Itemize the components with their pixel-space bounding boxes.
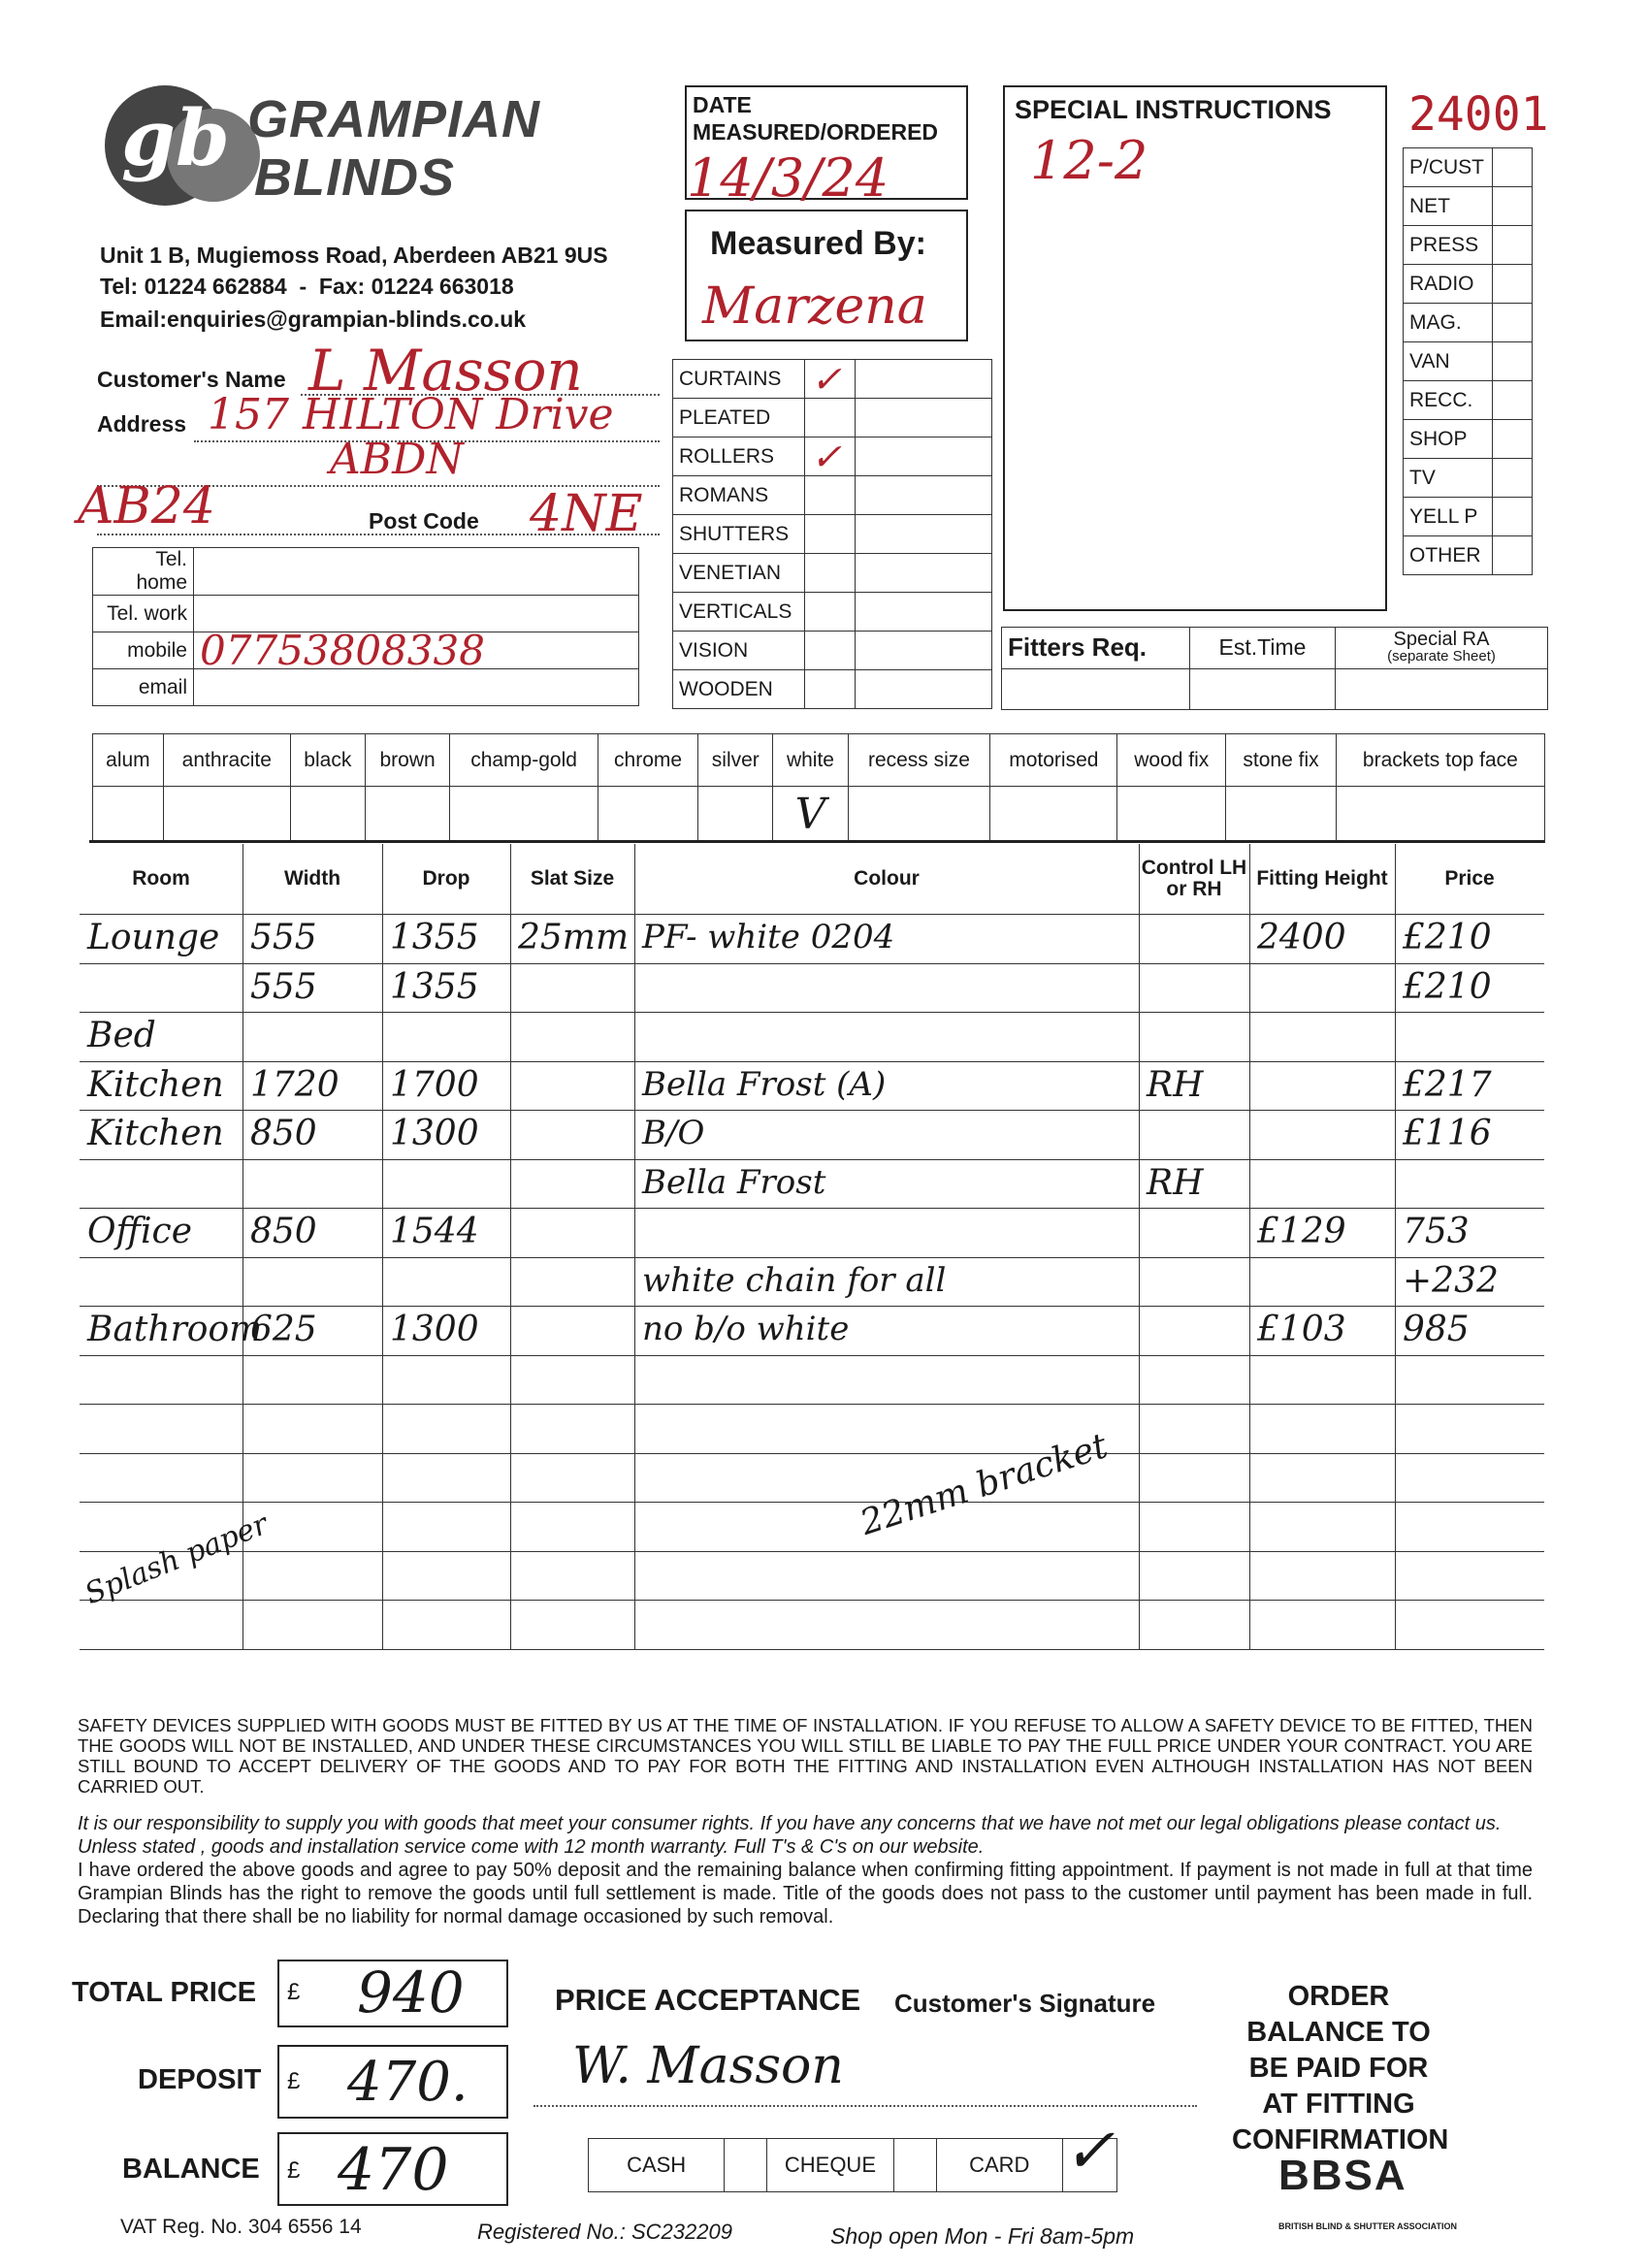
- product-type-extra: [856, 632, 992, 670]
- source-option: RADIO: [1404, 265, 1493, 304]
- cheque-tick-box[interactable]: [893, 2139, 936, 2192]
- item-colour[interactable]: PF- white 0204: [642, 918, 895, 956]
- source-tick-box[interactable]: [1493, 304, 1533, 342]
- items-row-rule: [80, 1502, 1544, 1503]
- items-column-rule: [1249, 844, 1250, 1649]
- fitters-table: [1001, 627, 1548, 710]
- signature-line: [534, 2105, 1197, 2107]
- items-row-rule: [80, 1404, 1544, 1405]
- product-types-table: [672, 359, 992, 709]
- item-price[interactable]: +232: [1403, 1260, 1499, 1301]
- product-type-tick-box[interactable]: [805, 632, 856, 670]
- items-header-width: Width: [283, 867, 341, 890]
- company-email: Email:enquiries@grampian-blinds.co.uk: [100, 307, 527, 332]
- signature-label: Customer's Signature: [894, 1989, 1156, 2018]
- order-number: 24001: [1408, 87, 1549, 142]
- item-drop[interactable]: 1300: [390, 1310, 479, 1349]
- date-box: [685, 85, 968, 209]
- item-drop[interactable]: 1700: [390, 1064, 479, 1105]
- item-drop[interactable]: 1544: [390, 1212, 479, 1251]
- item-price[interactable]: 985: [1403, 1310, 1470, 1349]
- date-value: 14/3/24: [687, 147, 889, 209]
- item-bracket-note: 22mm bracket: [856, 1426, 1113, 1543]
- product-type-extra: [856, 399, 992, 437]
- company-name-line2: BLINDS: [254, 148, 455, 207]
- contact-label: Tel. work: [93, 596, 194, 632]
- item-colour[interactable]: no b/o white: [642, 1310, 850, 1348]
- address-line2[interactable]: ABDN: [330, 435, 464, 484]
- special-ra-note: (separate Sheet): [1387, 647, 1496, 664]
- item-width[interactable]: 555: [250, 918, 317, 957]
- fitters-value[interactable]: [1002, 668, 1190, 710]
- option-4-label: champ-gold: [450, 734, 598, 787]
- product-type-label: ROLLERS: [673, 437, 805, 476]
- option-11-label: stone fix: [1226, 734, 1336, 787]
- item-control[interactable]: RH: [1147, 1162, 1204, 1203]
- items-header-room: Room: [132, 867, 190, 890]
- product-type-label: VERTICALS: [673, 593, 805, 632]
- product-type-extra: [856, 360, 992, 399]
- options-table: [92, 733, 1545, 843]
- company-name-line1: GRAMPIAN: [247, 90, 540, 148]
- customer-signature[interactable]: W. Masson: [572, 2037, 844, 2095]
- total-price-value: 940: [357, 1960, 465, 2025]
- company-address: Unit 1 B, Mugiemoss Road, Aberdeen AB21 9US: [100, 243, 608, 268]
- items-row-rule: [80, 1208, 1544, 1209]
- source-tick-box[interactable]: [1493, 459, 1533, 498]
- measured-by-box: [685, 210, 968, 341]
- items-row-rule: [80, 1649, 1544, 1650]
- contact-table: [92, 547, 639, 706]
- source-tick-box[interactable]: [1493, 148, 1533, 187]
- option-10-label: wood fix: [1117, 734, 1226, 787]
- items-column-rule: [382, 844, 383, 1649]
- product-type-label: WOODEN: [673, 670, 805, 709]
- deposit-currency: £: [287, 2068, 301, 2094]
- source-option: MAG.: [1404, 304, 1493, 342]
- special-ra-value[interactable]: [1336, 668, 1548, 710]
- est-time-label: Est.Time: [1190, 628, 1336, 669]
- items-row-rule: [80, 1110, 1544, 1111]
- items-row-rule: [80, 1453, 1544, 1454]
- option-4-tick[interactable]: [450, 787, 598, 843]
- item-width[interactable]: 555: [250, 966, 317, 1007]
- est-time-value[interactable]: [1190, 668, 1336, 710]
- shop-hours: Shop open Mon - Fri 8am-5pm: [830, 2223, 1135, 2249]
- logo-letters: gb: [121, 92, 230, 183]
- item-price[interactable]: £217: [1403, 1064, 1492, 1105]
- product-type-tick-box[interactable]: ✓: [805, 437, 856, 476]
- item-width[interactable]: 850: [250, 1212, 317, 1251]
- source-tick-box[interactable]: [1493, 342, 1533, 381]
- company-logo: [97, 82, 262, 209]
- option-8-tick[interactable]: [848, 787, 990, 843]
- deposit-box[interactable]: [277, 2045, 508, 2119]
- product-type-extra: [856, 670, 992, 709]
- source-tick-box[interactable]: [1493, 187, 1533, 226]
- item-height[interactable]: £103: [1257, 1310, 1346, 1349]
- contact-label: mobile: [93, 632, 194, 669]
- contact-label: Tel. home: [93, 548, 194, 596]
- balance-label: BALANCE: [122, 2154, 260, 2185]
- item-room[interactable]: Kitchen: [87, 1064, 224, 1105]
- postcode-prefix[interactable]: AB24: [78, 477, 215, 535]
- item-slat[interactable]: 25mm: [518, 918, 630, 957]
- contact-value[interactable]: [194, 669, 639, 706]
- deposit-label: DEPOSIT: [138, 2064, 262, 2095]
- special-instructions-box: [1003, 85, 1387, 611]
- contact-label: email: [93, 669, 194, 706]
- items-column-rule: [1395, 844, 1396, 1649]
- product-type-extra: [856, 593, 992, 632]
- special-instructions-value: 12-2: [1030, 130, 1148, 191]
- items-row-rule: [80, 914, 1544, 915]
- product-type-label: VISION: [673, 632, 805, 670]
- cash-tick-box[interactable]: [725, 2139, 767, 2192]
- product-type-label: ROMANS: [673, 476, 805, 515]
- item-control[interactable]: RH: [1147, 1064, 1204, 1105]
- product-type-tick-box[interactable]: [805, 670, 856, 709]
- item-height[interactable]: 2400: [1257, 918, 1346, 957]
- product-type-tick-box[interactable]: [805, 399, 856, 437]
- price-acceptance-label: PRICE ACCEPTANCE: [555, 1983, 861, 2017]
- terms-rights: It is our responsibility to supply you with goods that meet your consumer rights. If you have any concerns that we have not met our legal obligations please contact us. Unless stated , goods and installation service come with 12 month warranty. Full T's & C's on our website.: [78, 1813, 1502, 1858]
- items-header-colour: Colour: [854, 867, 920, 890]
- item-room[interactable]: Bed: [87, 1016, 156, 1055]
- option-5-label: chrome: [598, 734, 697, 787]
- source-tick-box[interactable]: [1493, 381, 1533, 420]
- item-room[interactable]: Lounge: [87, 918, 220, 957]
- option-7-tick[interactable]: V: [773, 787, 848, 843]
- option-0-tick[interactable]: [93, 787, 164, 843]
- cheque-option[interactable]: CHEQUE: [767, 2139, 893, 2192]
- company-phone: Tel: 01224 662884 - Fax: 01224 663018: [100, 274, 514, 299]
- item-width[interactable]: 850: [250, 1114, 317, 1153]
- option-1-tick[interactable]: [163, 787, 290, 843]
- option-9-tick[interactable]: [990, 787, 1117, 843]
- items-row-rule: [80, 1061, 1544, 1062]
- item-drop[interactable]: 1355: [390, 966, 479, 1007]
- terms-deposit: I have ordered the above goods and agree to pay 50% deposit and the remaining balance when confirming fitting appointment. If payment is not made in full at that time Grampian Blinds has the right to remove the goods until full settlement is made. Title of the goods does not pass to the customer until payment has been made in full. Declaring that there shall be no liability for normal damage occasioned by such removal.: [78, 1860, 1533, 1928]
- item-price[interactable]: £210: [1403, 918, 1492, 957]
- option-3-tick[interactable]: [365, 787, 449, 843]
- special-ra-label: [1336, 628, 1548, 669]
- item-colour[interactable]: Bella Frost: [642, 1162, 826, 1202]
- registered-number: Registered No.: SC232209: [477, 2219, 732, 2244]
- product-type-extra: [856, 515, 992, 554]
- customer-name[interactable]: L Masson: [308, 338, 583, 404]
- items-table: [80, 844, 1544, 1678]
- customer-name-label: Customer's Name: [97, 367, 286, 392]
- product-type-label: SHUTTERS: [673, 515, 805, 554]
- items-row-rule: [80, 1306, 1544, 1307]
- items-row-rule: [80, 1355, 1544, 1356]
- source-tick-box[interactable]: [1493, 498, 1533, 536]
- item-price[interactable]: £210: [1403, 966, 1492, 1007]
- vat-number: VAT Reg. No. 304 6556 14: [120, 2216, 362, 2238]
- option-10-tick[interactable]: [1117, 787, 1226, 843]
- option-6-label: silver: [698, 734, 773, 787]
- source-option: VAN: [1404, 342, 1493, 381]
- product-type-extra: [856, 554, 992, 593]
- item-colour[interactable]: white chain for all: [642, 1260, 947, 1300]
- date-label: DATE MEASURED/ORDERED: [693, 92, 939, 145]
- items-header-control: Control LH or RH: [1141, 857, 1247, 900]
- items-column-rule: [1139, 844, 1140, 1649]
- total-currency: £: [287, 1979, 301, 2005]
- item-width[interactable]: 1720: [250, 1064, 340, 1105]
- address-label: Address: [97, 411, 187, 437]
- item-room[interactable]: Office: [87, 1212, 192, 1251]
- option-9-label: motorised: [990, 734, 1117, 787]
- items-row-rule: [80, 1012, 1544, 1013]
- items-row-rule: [80, 1159, 1544, 1160]
- source-tick-box[interactable]: [1493, 536, 1533, 575]
- items-row-rule: [80, 1600, 1544, 1601]
- product-type-tick-box[interactable]: [805, 593, 856, 632]
- item-colour[interactable]: Bella Frost (A): [642, 1064, 887, 1104]
- contact-value[interactable]: 07753808338: [194, 632, 639, 669]
- measured-by-label: Measured By:: [710, 225, 926, 262]
- fitters-label: Fitters Req.: [1002, 628, 1190, 669]
- card-tick-box[interactable]: [1062, 2116, 1116, 2192]
- item-price[interactable]: 753: [1403, 1212, 1470, 1251]
- product-type-tick-box[interactable]: [805, 515, 856, 554]
- items-header-price: Price: [1444, 867, 1495, 890]
- source-option: P/CUST: [1404, 148, 1493, 187]
- option-0-label: alum: [93, 734, 164, 787]
- balance-box[interactable]: [277, 2132, 508, 2206]
- source-list: [1403, 147, 1533, 575]
- option-8-label: recess size: [848, 734, 990, 787]
- item-height[interactable]: £129: [1257, 1212, 1346, 1251]
- balance-value: 470: [338, 2136, 449, 2204]
- source-option: RECC.: [1404, 381, 1493, 420]
- product-type-label: VENETIAN: [673, 554, 805, 593]
- items-column-rule: [634, 844, 635, 1649]
- item-room[interactable]: Kitchen: [87, 1114, 224, 1153]
- product-type-tick-box[interactable]: [805, 476, 856, 515]
- address-line1[interactable]: 157 HILTON Drive: [208, 390, 614, 439]
- option-3-label: brown: [365, 734, 449, 787]
- source-option: OTHER: [1404, 536, 1493, 575]
- product-type-label: CURTAINS: [673, 360, 805, 399]
- item-room[interactable]: Bathroom: [87, 1310, 263, 1349]
- total-price-label: TOTAL PRICE: [72, 1977, 257, 2008]
- source-option: YELL P: [1404, 498, 1493, 536]
- item-colour[interactable]: B/O: [642, 1114, 705, 1152]
- card-option[interactable]: CARD: [936, 2139, 1062, 2192]
- order-balance-notice: ORDER BALANCE TO BE PAID FOR AT FITTING CONFIRMATION: [1232, 1981, 1449, 2155]
- option-12-tick[interactable]: [1336, 787, 1544, 843]
- product-type-extra: [856, 476, 992, 515]
- bbsa-logo: BBSA: [1278, 2152, 1407, 2199]
- measured-by-value: Marzena: [702, 277, 927, 336]
- source-tick-box[interactable]: [1493, 226, 1533, 265]
- contact-value[interactable]: [194, 548, 639, 596]
- option-5-tick[interactable]: [598, 787, 697, 843]
- total-price-box[interactable]: [277, 1960, 508, 2027]
- source-tick-box[interactable]: [1493, 265, 1533, 304]
- product-type-label: PLEATED: [673, 399, 805, 437]
- card-tick-mark: ✓: [1062, 2116, 1116, 2187]
- source-option: PRESS: [1404, 226, 1493, 265]
- product-type-tick-box[interactable]: ✓: [805, 360, 856, 399]
- item-width[interactable]: 625: [250, 1310, 317, 1349]
- items-row-rule: [80, 1257, 1544, 1258]
- postcode-line: [97, 534, 660, 535]
- items-header-height: Fitting Height: [1256, 867, 1388, 890]
- items-row-rule: [80, 1551, 1544, 1552]
- option-1-label: anthracite: [163, 734, 290, 787]
- postcode-label: Post Code: [369, 508, 479, 534]
- deposit-value: 470.: [347, 2051, 469, 2114]
- payment-method-table: [588, 2116, 1117, 2192]
- terms-safety: SAFETY DEVICES SUPPLIED WITH GOODS MUST BE FITTED BY US AT THE TIME OF INSTALLATION. IF YOU REFUSE TO ALLOW A SAFETY DEVICE TO BE FITTED, THEN THE GOODS WILL NOT BE INSTALLED, AND UNDER THESE CIRCUMSTANCES YOU WILL STILL BE LIABLE TO PAY THE FULL PRICE UNDER YOUR CONTRACT. YOU ARE STILL BOUND TO ACCEPT DELIVERY OF THE GOODS AND TO PAY FOR BOTH THE FITTING AND INSTALLATION EVEN ALTHOUGH INSTALLATION HAS NOT BEEN CARRIED OUT.: [78, 1715, 1533, 1797]
- source-tick-box[interactable]: [1493, 420, 1533, 459]
- option-6-tick[interactable]: [698, 787, 773, 843]
- item-splash-note: Splash paper: [80, 1507, 274, 1612]
- balance-currency: £: [287, 2157, 301, 2184]
- option-2-label: black: [290, 734, 365, 787]
- items-row-rule: [80, 963, 1544, 964]
- option-12-label: brackets top face: [1336, 734, 1544, 787]
- items-column-rule: [510, 844, 511, 1649]
- option-7-label: white: [773, 734, 848, 787]
- product-type-tick-box[interactable]: [805, 554, 856, 593]
- items-top-rule: [89, 840, 1544, 843]
- postcode[interactable]: 4NE: [530, 485, 643, 543]
- items-header-slat: Slat Size: [530, 867, 615, 890]
- option-11-tick[interactable]: [1226, 787, 1336, 843]
- bbsa-name: BRITISH BLIND & SHUTTER ASSOCIATION: [1278, 2221, 1457, 2231]
- source-option: NET: [1404, 187, 1493, 226]
- item-drop[interactable]: 1300: [390, 1114, 479, 1153]
- special-instructions-label: SPECIAL INSTRUCTIONS: [1015, 95, 1332, 124]
- special-ra-text: Special RA: [1393, 628, 1490, 650]
- source-option: SHOP: [1404, 420, 1493, 459]
- item-drop[interactable]: 1355: [390, 918, 479, 957]
- source-option: TV: [1404, 459, 1493, 498]
- cash-option[interactable]: CASH: [589, 2139, 725, 2192]
- product-type-extra: [856, 437, 992, 476]
- items-header-drop: Drop: [422, 867, 470, 890]
- item-price[interactable]: £116: [1403, 1114, 1492, 1153]
- option-2-tick[interactable]: [290, 787, 365, 843]
